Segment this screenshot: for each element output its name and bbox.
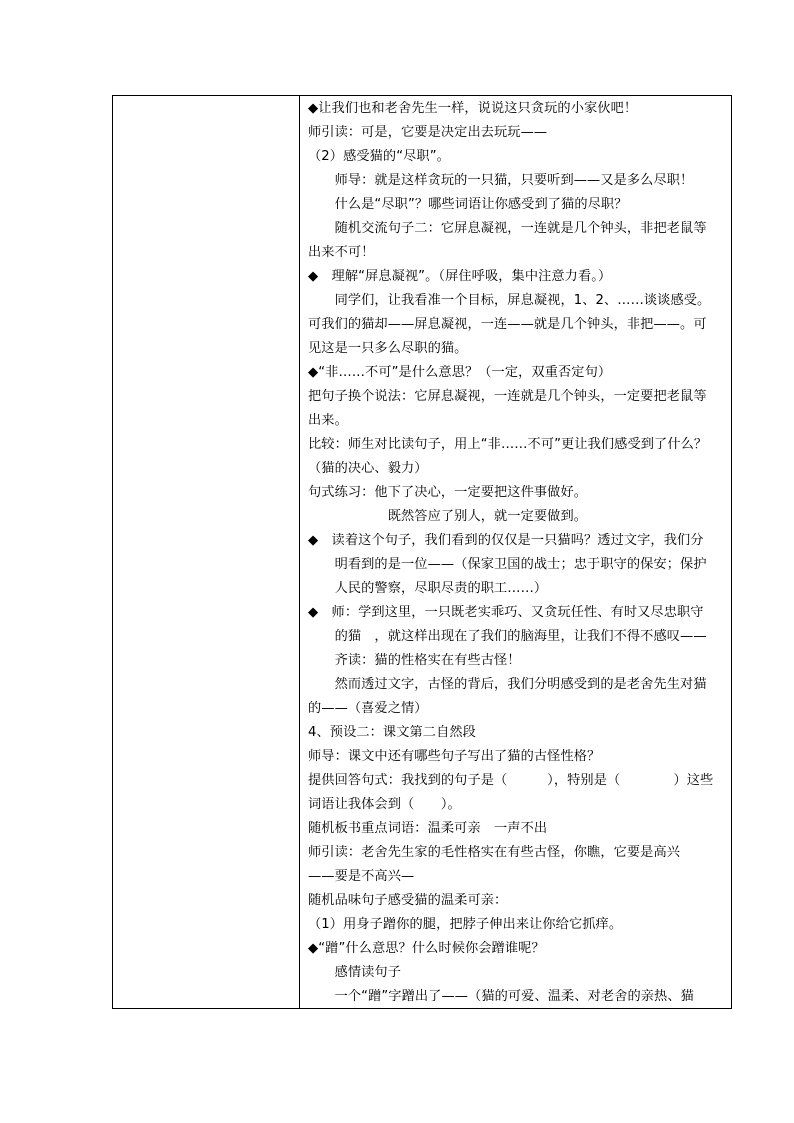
text-line: 师引读：可是，它要是决定出去玩玩—— — [308, 125, 548, 140]
text-line: 既然答应了别人，就一定要做到。 — [308, 509, 588, 524]
text-line: 出来。 — [308, 413, 348, 428]
text-line: 见这是一只多么尽职的猫。 — [308, 341, 468, 356]
text-line: 句式练习：他下了决心，一定要把这件事做好。 — [308, 485, 588, 500]
text-line: （猫的决心、毅力） — [308, 461, 428, 476]
text-line: 师引读：老舍先生家的毛性格实在有些古怪，你瞧，它要是高兴 — [308, 845, 681, 860]
text-line: 把句子换个说法：它屏息凝视，一连就是几个钟头，一定要把老鼠等 — [308, 389, 707, 404]
text-line: 师导：就是这样贪玩的一只猫，只要听到——又是多么尽职！ — [308, 173, 694, 188]
text-line: ◆“非……不可”是什么意思？（一定，双重否定句） — [308, 365, 612, 380]
text-line: 比较：师生对比读句子，用上“非……不可”更让我们感受到了什么？ — [308, 437, 708, 452]
text-line: 的——（喜爱之情） — [308, 701, 428, 716]
text-line: 同学们，让我看准一个目标，屏息凝视，1、2、……谈谈感受。 — [308, 293, 711, 308]
text-line: ◆ 读着这个句子，我们看到的仅仅是一只猫吗？透过文字，我们分 — [308, 533, 704, 548]
text-line: 明看到的是一位——（保家卫国的战士；忠于职守的保安；保护 — [308, 557, 707, 572]
text-line: 词语让我体会到（ ）。 — [308, 797, 461, 812]
text-line: ◆ 师：学到这里，一只既老实乖巧、又贪玩任性、有时又尽忠职守 — [308, 605, 704, 620]
text-line: 提供回答句式：我找到的句子是（ ），特别是（ ）这些 — [308, 773, 714, 788]
text-line: 的猫 ，就这样出现在了我们的脑海里，让我们不得不感叹—— — [308, 629, 707, 644]
lesson-table — [112, 95, 732, 1009]
text-line: 4、预设二：课文第二自然段 — [308, 725, 476, 740]
text-line: 随机板书重点词语：温柔可亲 一声不出 — [308, 821, 548, 836]
text-line: 齐读：猫的性格实在有些古怪！ — [308, 653, 521, 668]
text-line: ◆让我们也和老舍先生一样，说说这只贪玩的小家伙吧！ — [308, 101, 638, 116]
text-line: ◆ 理解“屏息凝视”。（屏住呼吸，集中注意力看。） — [308, 269, 612, 284]
text-line: 然而透过文字，古怪的背后，我们分明感受到的是老舍先生对猫 — [308, 677, 707, 692]
text-line: 出来不可！ — [308, 245, 375, 260]
text-line: 人民的警察，尽职尽责的职工……） — [308, 581, 548, 596]
text-line: （1）用身子蹭你的腿，把脖子伸出来让你给它抓痒。 — [308, 917, 623, 932]
text-line: 师导：课文中还有哪些句子写出了猫的古怪性格？ — [308, 749, 601, 764]
text-line: ◆“蹭”什么意思？什么时候你会蹭谁呢？ — [308, 941, 545, 956]
text-line: 随机品味句子感受猫的温柔可亲： — [308, 893, 508, 908]
text-line: 随机交流句子二：它屏息凝视，一连就是几个钟头，非把老鼠等 — [308, 221, 707, 236]
text-line: （2）感受猫的“尽职”。 — [308, 149, 450, 164]
text-line: 可我们的猫却——屏息凝视，一连——就是几个钟头，非把——。可 — [308, 317, 707, 332]
table-right-column — [300, 96, 731, 1008]
table-left-column — [113, 96, 300, 1008]
text-line: 什么是“尽职”？哪些词语让你感受到了猫的尽职？ — [308, 197, 628, 212]
text-line: 感情读句子 — [308, 965, 402, 980]
text-line: ——要是不高兴— — [308, 869, 415, 884]
text-line: 一个“蹭”字蹭出了——（猫的可爱、温柔、对老舍的亲热、猫 — [308, 989, 694, 1004]
